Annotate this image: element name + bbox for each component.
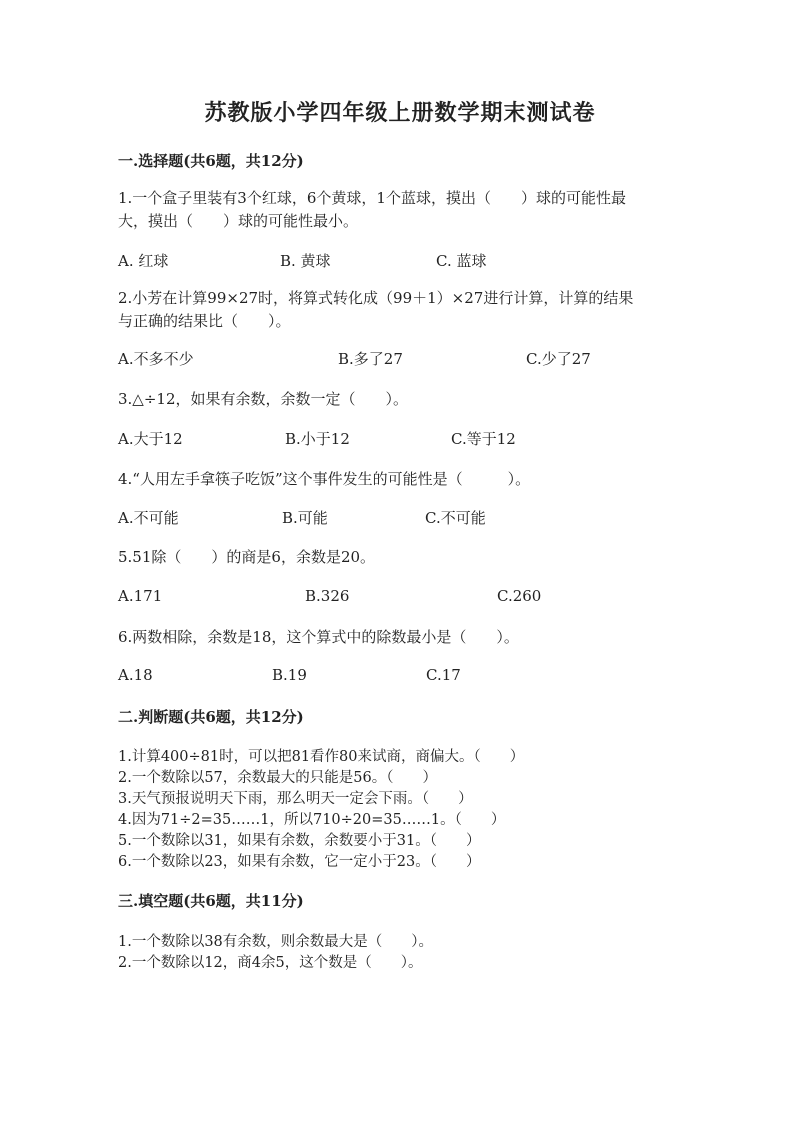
question-1-option-c: C. 蓝球 <box>436 252 487 270</box>
question-1-option-a: A. 红球 <box>118 252 169 270</box>
section2-heading: 二.判断题(共6题，共12分) <box>118 708 304 726</box>
section3-heading: 三.填空题(共6题，共11分) <box>118 892 304 910</box>
question-2-line1: 2.小芳在计算99×27时，将算式转化成（99＋1）×27进行计算，计算的结果 <box>118 289 634 307</box>
question-6-line1: 6.两数相除，余数是18，这个算式中的除数最小是（ ）。 <box>118 628 519 646</box>
question-3-option-c: C.等于12 <box>451 430 516 448</box>
fill-item-2: 2.一个数除以12，商4余5，这个数是（ ）。 <box>118 955 423 971</box>
question-5-option-b: B.326 <box>305 587 350 605</box>
question-3-option-b: B.小于12 <box>285 430 350 448</box>
question-1-option-b: B. 黄球 <box>280 252 331 270</box>
judge-item-2: 2.一个数除以57，余数最大的只能是56。（ ） <box>118 770 437 786</box>
judge-item-1: 1.计算400÷81时，可以把81看作80来试商，商偏大。（ ） <box>118 749 525 765</box>
question-6-option-b: B.19 <box>272 666 307 684</box>
question-4-option-b: B.可能 <box>282 509 328 527</box>
question-2-option-b: B.多了27 <box>338 350 403 368</box>
judge-item-5: 5.一个数除以31，如果有余数，余数要小于31。（ ） <box>118 833 481 849</box>
question-2-line2: 与正确的结果比（ ）。 <box>118 312 291 330</box>
question-5-option-c: C.260 <box>497 587 542 605</box>
question-5-option-a: A.171 <box>118 587 163 605</box>
judge-item-6: 6.一个数除以23，如果有余数，它一定小于23。（ ） <box>118 854 481 870</box>
question-4-option-a: A.不可能 <box>118 509 179 527</box>
judge-item-4: 4.因为71÷2=35……1，所以710÷20=35……1。（ ） <box>118 812 506 828</box>
question-4-line1: 4.“人用左手拿筷子吃饭”这个事件发生的可能性是（ ）。 <box>118 470 531 488</box>
page-title: 苏教版小学四年级上册数学期末测试卷 <box>204 100 596 126</box>
fill-item-1: 1.一个数除以38有余数，则余数最大是（ ）。 <box>118 934 434 950</box>
question-1-line1: 1.一个盒子里装有3个红球，6个黄球，1个蓝球，摸出（ ）球的可能性最 <box>118 189 626 207</box>
question-3-line1: 3.△÷12，如果有余数，余数一定（ ）。 <box>118 390 409 408</box>
question-2-option-c: C.少了27 <box>526 350 591 368</box>
question-5-line1: 5.51除（ ）的商是6，余数是20。 <box>118 548 376 566</box>
question-4-option-c: C.不可能 <box>425 509 486 527</box>
question-2-option-a: A.不多不少 <box>118 350 194 368</box>
section1-heading: 一.选择题(共6题，共12分) <box>118 152 304 170</box>
question-6-option-a: A.18 <box>118 666 153 684</box>
question-6-option-c: C.17 <box>426 666 461 684</box>
question-1-line2: 大，摸出（ ）球的可能性最小。 <box>118 212 359 230</box>
question-3-option-a: A.大于12 <box>118 430 183 448</box>
judge-item-3: 3.天气预报说明天下雨，那么明天一定会下雨。（ ） <box>118 791 473 807</box>
